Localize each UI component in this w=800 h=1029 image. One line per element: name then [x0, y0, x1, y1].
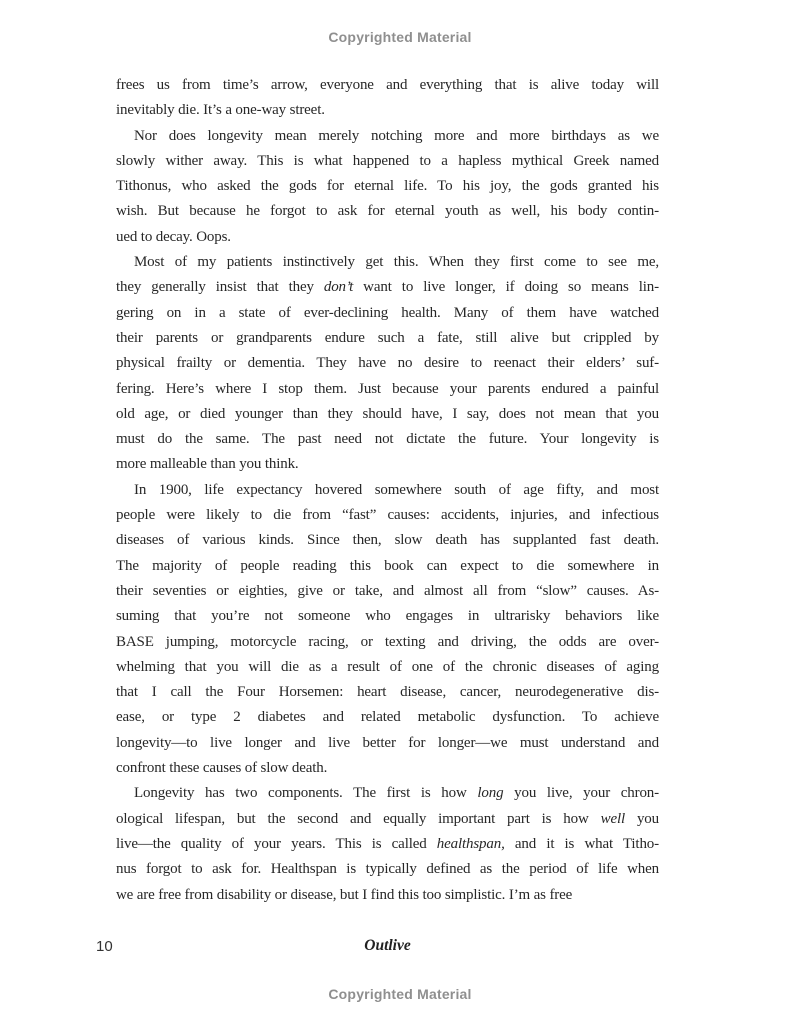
text-line: physical frailty or dementia. They have no desire to reenact their elders’ suf- [116, 355, 659, 372]
text-line: more malleable than you think. [116, 456, 299, 473]
body-text [116, 73, 659, 908]
text-line: inevitably die. It’s a one-way street. [116, 102, 325, 119]
text-line: suming that you’re not someone who engages in ultrarisky behaviors like [116, 608, 659, 625]
text-line: gering on in a state of ever-declining health. Many of them have watched [116, 304, 659, 321]
text-line: whelming that you will die as a result of one of the chronic diseases of aging [116, 658, 659, 675]
text-line: frees us from time’s arrow, everyone and everything that is alive today will [116, 77, 659, 93]
text-line: ued to decay. Oops. [116, 228, 231, 245]
text-line: diseases of various kinds. Since then, slow death has supplanted fast death. [116, 532, 659, 549]
text-line: their parents or grandparents endure such a fate, still alive but crippled by [116, 329, 659, 346]
body-paragraph [116, 73, 659, 124]
text-line: fering. Here’s where I stop them. Just because your parents endured a painful [116, 380, 659, 397]
copyright-notice-bottom: Copyrighted Material [328, 986, 472, 1002]
running-title: Outlive [364, 937, 411, 954]
text-line: longevity—to live longer and live better for longer—we must understand and [116, 734, 659, 751]
text-line: live—the quality of your years. This is called healthspan, and it is what Titho- [116, 835, 659, 852]
text-line: slowly wither away. This is what happened to a hapless mythical Greek named [116, 152, 659, 169]
copyright-notice-top: Copyrighted Material [328, 29, 472, 45]
text-line: Tithonus, who asked the gods for eternal life. To his joy, the gods granted his [116, 178, 659, 195]
body-paragraph [116, 250, 659, 478]
page-number: 10 [96, 938, 113, 955]
text-line: The majority of people reading this book can expect to die somewhere in [116, 557, 659, 574]
text-line: Longevity has two components. The first is how long you live, your chron- [134, 785, 660, 802]
text-line: we are free from disability or disease, but I find this too simplistic. I’m as free [116, 886, 573, 903]
text-line: In 1900, life expectancy hovered somewhere south of age fifty, and most [134, 481, 659, 498]
text-line: old age, or died younger than they should have, I say, does not mean that you [116, 405, 659, 422]
body-paragraph [116, 124, 659, 250]
text-line: that I call the Four Horsemen: heart disease, cancer, neurodegenerative dis- [116, 684, 659, 701]
text-line: people were likely to die from “fast” causes: accidents, injuries, and infectious [116, 507, 659, 524]
text-line: ease, or type 2 diabetes and related metabolic dysfunction. To achieve [116, 709, 659, 726]
text-line: BASE jumping, motorcycle racing, or texting and driving, the odds are over- [116, 633, 659, 650]
text-line: ological lifespan, but the second and equally important part is how well you [116, 810, 659, 827]
text-line: must do the same. The past need not dictate the future. Your longevity is [116, 431, 659, 448]
text-line: wish. But because he forgot to ask for eternal youth as well, his body contin- [116, 203, 659, 220]
text-line: Most of my patients instinctively get this. When they first come to see me, [134, 254, 659, 271]
body-paragraph [116, 781, 659, 907]
text-line: Nor does longevity mean merely notching more and more birthdays as we [134, 127, 659, 144]
text-line: nus forgot to ask for. Healthspan is typically defined as the period of life when [116, 861, 659, 878]
text-line: their seventies or eighties, give or take, and almost all from “slow” causes. As- [116, 582, 659, 599]
text-line: confront these causes of slow death. [116, 760, 328, 777]
body-paragraph [116, 478, 659, 782]
text-line: they generally insist that they don’t want to live longer, if doing so means lin- [116, 279, 659, 296]
